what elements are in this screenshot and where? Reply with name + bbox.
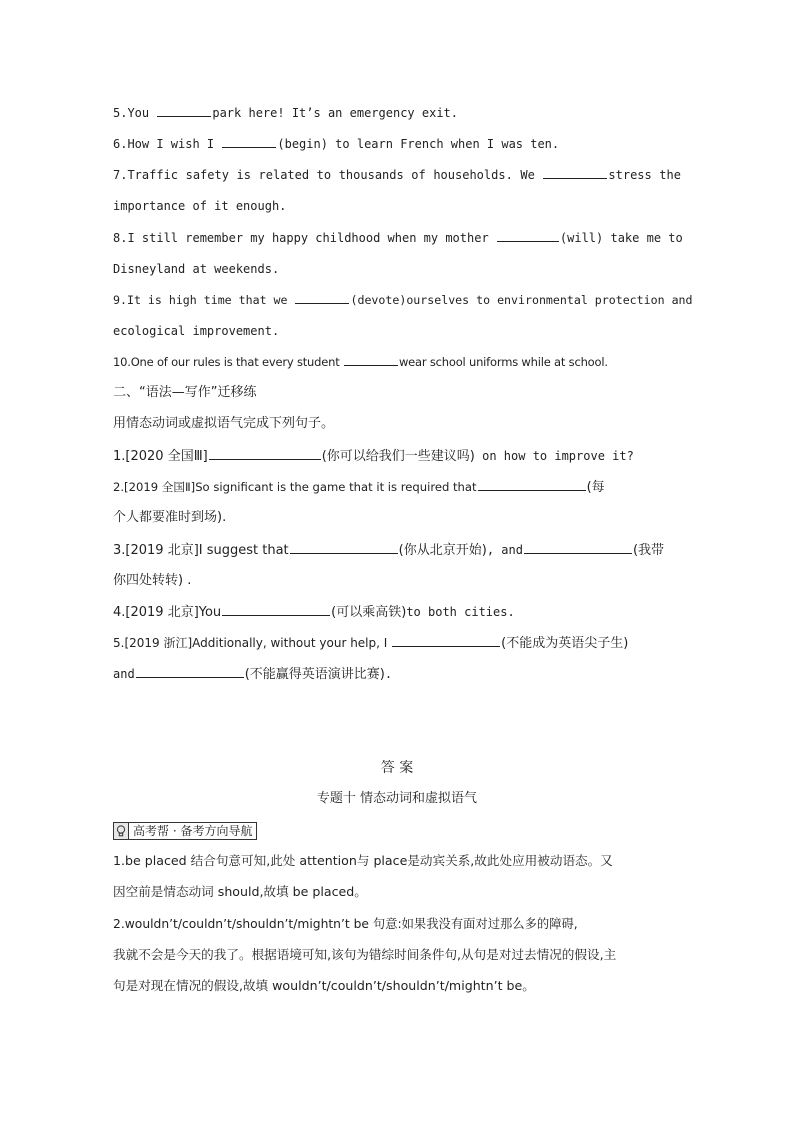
transfer-1 (113, 448, 681, 465)
exercise-text: 1.[2020 全国Ⅲ] (113, 449, 208, 464)
exercise-text: wear school uniforms while at school. (398, 355, 608, 369)
exercise-text: stress the (608, 168, 681, 182)
exercise-text: Disneyland at weekends. (113, 262, 280, 276)
answer-blank[interactable] (136, 666, 244, 678)
chinese-hint: (你从北京开始) (398, 543, 487, 558)
exercise-text: (begin) to learn French when I was ten. (277, 137, 560, 151)
exercise-text: park here! It’s an emergency exit. (212, 106, 458, 120)
guide-badge (113, 822, 257, 840)
answer-blank[interactable] (497, 230, 559, 242)
exercise-9 (113, 292, 693, 308)
transfer-2 (113, 479, 681, 496)
exercise-text: 6.How I wish I (113, 137, 222, 151)
answer-blank[interactable] (290, 542, 398, 554)
answer-blank[interactable] (543, 167, 607, 179)
exercise-text: 2.[2019 全国Ⅱ]So significant is the game that it is required that (113, 480, 477, 494)
exercise-5 (113, 105, 681, 121)
section-title: 二、“语法—写作”迁移练 (113, 385, 257, 400)
answer-blank[interactable] (344, 354, 398, 366)
exercise-text: (devote)ourselves to environmental protection and (350, 293, 693, 307)
exercise-9-continued (113, 323, 681, 339)
answer-blank[interactable] (209, 448, 321, 460)
exercise-8 (113, 230, 681, 246)
lightbulb-icon (114, 823, 129, 839)
answer-1-continued: 因空前是情态动词 should,故填 be placed。 (113, 884, 367, 899)
answer-1: 1.be placed 结合句意可知,此处 attention与 place是动宾关系,故此处应用被动语态。又 (113, 853, 613, 868)
answers-title: 答 案 (380, 760, 414, 776)
chinese-hint: (不能成为英语尖子生) (501, 636, 629, 651)
exercise-text: 10.One of our rules is that every student (113, 355, 343, 369)
answer-blank[interactable] (222, 604, 330, 616)
exercise-text: 8.I still remember my happy childhood when my mother (113, 231, 496, 245)
badge-row (113, 822, 681, 843)
exercise-text: ecological improvement. (113, 324, 280, 338)
answer-2-continued-2: 句是对现在情况的假设,故填 wouldn’t/couldn’t/shouldn’t/mightn’t be。 (113, 978, 535, 993)
exercise-8-continued (113, 261, 681, 277)
answer-blank[interactable] (222, 136, 276, 148)
chinese-hint: (你可以给我们一些建议吗) (321, 449, 475, 464)
chinese-hint: (可以乘高铁) (331, 605, 407, 620)
answer-blank[interactable] (524, 542, 632, 554)
exercise-text: to both cities. (406, 605, 515, 619)
answer-blank[interactable] (392, 635, 500, 647)
exercise-7 (113, 167, 681, 183)
exercise-text: importance of it enough. (113, 199, 287, 213)
badge-label: 高考帮 · 备考方向导航 (133, 824, 253, 838)
answer-blank[interactable] (295, 292, 349, 304)
exercise-text: 9.It is high time that we (113, 293, 295, 307)
exercise-text: and (113, 667, 135, 681)
exercise-10 (113, 354, 681, 370)
section-instruction: 用情态动词或虚拟语气完成下列句子。 (113, 416, 335, 431)
chinese-hint: (我带 (632, 543, 665, 558)
transfer-5 (113, 635, 681, 652)
chinese-hint: (每 (586, 480, 605, 495)
answers-subtitle: 专题十 情态动词和虚拟语气 (316, 791, 478, 806)
exercise-text: . (384, 667, 393, 681)
exercise-text: 4.[2019 北京]You (113, 605, 222, 620)
exercise-6 (113, 136, 681, 152)
transfer-5-continued (113, 666, 681, 683)
answer-blank[interactable] (478, 479, 586, 491)
transfer-2-continued: 个人都要准时到场). (113, 510, 227, 525)
transfer-3 (113, 542, 681, 559)
exercise-7-continued (113, 198, 681, 214)
exercise-text: (will) take me to (559, 231, 683, 245)
answer-blank[interactable] (157, 105, 211, 117)
exercise-text: 5.You (113, 106, 157, 120)
answer-2: 2.wouldn’t/couldn’t/shouldn’t/mightn’t be 句意:如果我没有面对过那么多的障碍, (113, 917, 578, 931)
chinese-hint: (不能赢得英语演讲比赛) (244, 667, 385, 682)
transfer-3-continued: 你四处转转) . (113, 573, 192, 588)
transfer-4 (113, 604, 681, 621)
exercise-text: on how to improve it? (474, 449, 634, 463)
exercise-text: , and (486, 543, 523, 557)
exercise-text: 3.[2019 北京]I suggest that (113, 543, 289, 558)
exercise-text: 7.Traffic safety is related to thousands of households. We (113, 168, 543, 182)
exercise-text: 5.[2019 浙江]Additionally, without your help, I (113, 636, 392, 650)
answer-2-continued: 我就不会是今天的我了。根据语境可知,该句为错综时间条件句,从句是对过去情况的假设,主 (113, 947, 617, 962)
